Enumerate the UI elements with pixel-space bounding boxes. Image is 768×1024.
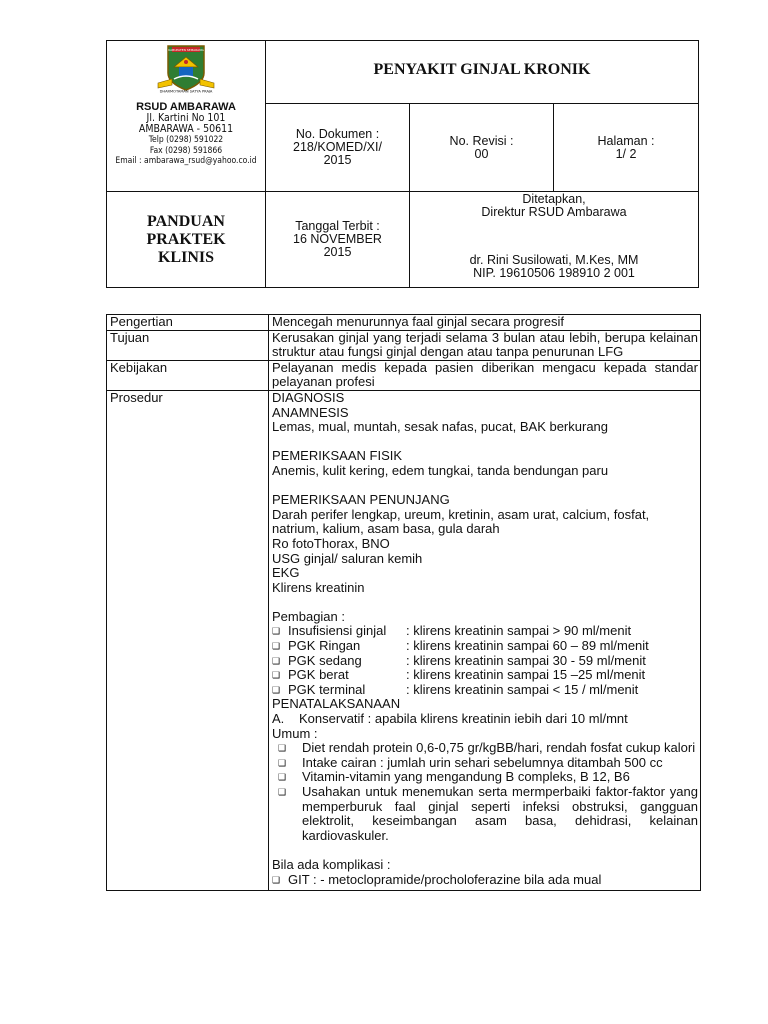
document-title: PENYAKIT GINJAL KRONIK (266, 41, 699, 104)
fisik-text: Anemis, kulit kering, edem tungkai, tanda bendungan paru (272, 462, 609, 478)
revision-cell (410, 104, 554, 192)
checkbox-bullet-icon: ❑ (278, 787, 287, 797)
penatalaksanaan-heading: PENATALAKSANAAN (272, 696, 401, 712)
issue-date-label: Tanggal Terbit : (295, 219, 380, 233)
row-label-prosedur: Prosedur (107, 390, 269, 890)
checkbox-bullet-icon: ❑ (272, 670, 281, 681)
svg-text:DHARMOTAMAN SATYA PRAJA: DHARMOTAMAN SATYA PRAJA (159, 89, 213, 93)
checkbox-bullet-icon: ❑ (272, 874, 281, 885)
git-text: GIT : - metoclopramide/procholoferazine bila ada mual (288, 871, 602, 887)
panduan-line-1: PANDUAN (147, 212, 225, 230)
document-header-table (106, 40, 699, 288)
panduan-praktek-klinis-cell (107, 192, 266, 288)
email-address: Email : ambarawa_rsud@yahoo.co.id (115, 156, 257, 166)
stage-label: Insufisiensi ginjal (288, 623, 387, 639)
stage-value: : klirens kreatinin sampai < 15 / ml/menit (406, 681, 639, 697)
revision-label: No. Revisi : (449, 133, 514, 148)
page-cell (554, 104, 699, 192)
revision-value: 00 (474, 146, 489, 161)
kabupaten-semarang-emblem-icon (146, 43, 226, 93)
stage-item (272, 654, 698, 669)
panduan-line-3: KLINIS (157, 248, 215, 266)
page-value: 1/ 2 (615, 146, 637, 161)
hospital-identity-cell (107, 41, 266, 192)
row-label-pengertian: Pengertian (107, 315, 269, 331)
checkbox-bullet-icon: ❑ (278, 757, 287, 768)
address-line-2: AMBARAWA - 50611 (138, 123, 234, 135)
checkbox-bullet-icon: ❑ (272, 641, 281, 652)
doc-number-cell (266, 104, 410, 192)
anamnesis-heading: ANAMNESIS (272, 404, 349, 420)
konservatif-marker: A. (272, 711, 285, 727)
approval-role: Direktur RSUD Ambarawa (481, 205, 627, 219)
row-label-kebijakan: Kebijakan (107, 360, 269, 390)
penunjang-item-3: USG ginjal/ saluran kemih (272, 550, 423, 566)
checkbox-bullet-icon: ❑ (272, 684, 281, 695)
konservatif-text: Konservatif : apabila klirens kreatinin iebih dari 10 ml/mnt (299, 711, 628, 727)
issue-date-value-2: 2015 (323, 245, 352, 259)
stage-value: : klirens kreatinin sampai 30 - 59 ml/menit (406, 652, 646, 668)
stage-value: : klirens kreatinin sampai 15 –25 ml/menit (406, 667, 646, 683)
konservatif-item (272, 712, 698, 727)
address-line-1: Jl. Kartini No 101 (146, 112, 226, 124)
doc-number-label: No. Dokumen : (295, 127, 380, 141)
komplikasi-heading: Bila ada komplikasi : (272, 856, 391, 872)
anamnesis-text: Lemas, mual, muntah, sesak nafas, pucat, BAK berkurang (272, 419, 609, 435)
stage-label: PGK sedang (288, 652, 362, 668)
row-text-pengertian: Mencegah menurunnya faal ginjal secara progresif (269, 315, 701, 331)
issue-date-cell (266, 192, 410, 288)
approval-label: Ditetapkan, (522, 192, 586, 206)
umum-item-text: Vitamin-vitamin yang mengandung B compleks, B 12, B6 (302, 769, 630, 785)
penunjang-item-1: Darah perifer lengkap, ureum, kretinin, asam urat, calcium, fosfat, natrium, kalium, asam basa, gula darah (272, 506, 650, 537)
approval-cell (410, 192, 699, 288)
checkbox-bullet-icon: ❑ (278, 743, 287, 754)
penunjang-item-2: Ro fotoThorax, BNO (272, 535, 390, 551)
stage-label: PGK Ringan (288, 638, 361, 654)
page-label: Halaman : (597, 133, 655, 148)
checkbox-bullet-icon: ❑ (272, 626, 281, 637)
stage-item (272, 624, 698, 639)
row-text-prosedur (269, 390, 701, 890)
umum-item (272, 770, 698, 785)
penunjang-heading: PEMERIKSAAN PENUNJANG (272, 492, 450, 508)
stage-value: : klirens kreatinin sampai 60 – 89 ml/menit (406, 638, 649, 654)
stage-label: PGK terminal (288, 681, 366, 697)
stage-item (272, 683, 698, 698)
stage-item (272, 639, 698, 654)
approver-nip: NIP. 19610506 198910 2 001 (473, 266, 635, 280)
fax-number: Fax (0298) 591866 (149, 145, 223, 156)
diagnosis-heading: DIAGNOSIS (272, 389, 345, 405)
umum-item-text: Diet rendah protein 0,6-0,75 gr/kgBB/hari, rendah fosfat cukup kalori (302, 740, 696, 756)
row-label-tujuan: Tujuan (107, 330, 269, 360)
doc-number-value-2: 2015 (323, 153, 352, 167)
stage-value: : klirens kreatinin sampai > 90 ml/menit (406, 623, 632, 639)
umum-item-text: Intake cairan : jumlah urin sehari sebelumnya ditambah 500 cc (302, 754, 663, 770)
checkbox-bullet-icon: ❑ (278, 772, 287, 783)
clinical-guideline-table (106, 314, 701, 891)
row-text-kebijakan: Pelayanan medis kepada pasien diberikan mengacu kepada standar pelayanan profesi (269, 360, 701, 390)
checkbox-bullet-icon: ❑ (272, 655, 281, 666)
issue-date-value-1: 16 NOVEMBER (293, 232, 382, 246)
phone-number: Telp (0298) 591022 (148, 135, 224, 145)
row-text-tujuan: Kerusakan ginjal yang terjadi selama 3 bulan atau lebih, berupa kelainan struktur atau fungsi ginjal dengan atau tanpa penurunan LFG (269, 330, 701, 360)
svg-text:KABUPATEN SEMARANG: KABUPATEN SEMARANG (168, 48, 204, 52)
git-item (272, 873, 698, 888)
stage-label: PGK berat (288, 667, 349, 683)
panduan-line-2: PRAKTEK (146, 230, 226, 248)
umum-item (272, 756, 698, 771)
penunjang-item-5: Klirens kreatinin (272, 579, 365, 595)
umum-item (272, 785, 698, 843)
doc-number-value-1: 218/KOMED/XI/ (293, 140, 382, 154)
stage-item (272, 668, 698, 683)
pembagian-heading: Pembagian : (272, 608, 345, 624)
fisik-heading: PEMERIKSAAN FISIK (272, 448, 403, 464)
hospital-name: RSUD AMBARAWA (136, 101, 236, 113)
umum-heading: Umum : (272, 725, 318, 741)
penunjang-item-4: EKG (272, 565, 300, 581)
umum-item (272, 741, 698, 756)
approver-name: dr. Rini Susilowati, M.Kes, MM (469, 253, 639, 267)
umum-item-text: Usahakan untuk menemukan serta mermperbaiki faktor-faktor yang memperburuk faal ginjal seperti infeksi obstruksi, gangguan elektrolit, keseimbangan asam basa, dehidrasi, kelainan kardiovaskuler. (302, 784, 698, 843)
